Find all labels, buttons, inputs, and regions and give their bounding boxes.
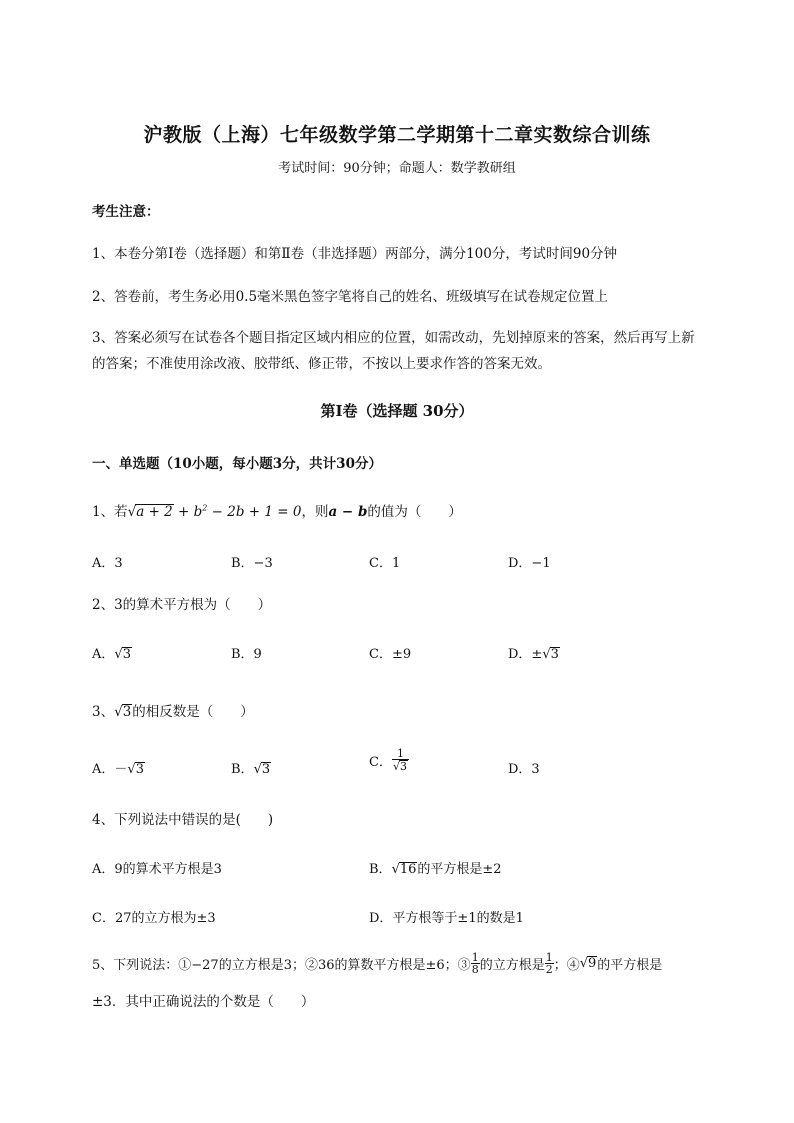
q1-rest: + b xyxy=(173,504,203,520)
q1-option-a[interactable]: A．3 xyxy=(92,556,123,571)
q3-option-c[interactable]: C． $\frac{1}{√3}$ xyxy=(369,747,407,773)
q1-exponent: 2 xyxy=(202,503,208,513)
q4-option-d[interactable]: D．平方根等于±1的数是1 xyxy=(369,911,524,926)
q3-option-b[interactable]: B．√3 xyxy=(231,762,271,777)
q5-fraction-one-eighth: $\frac{1}{8}$ xyxy=(471,951,479,976)
part-title: 一、单选题（10小题，每小题3分，共计30分） xyxy=(92,456,382,472)
q4-option-b[interactable]: B．√16的平方根是±2 xyxy=(369,862,502,877)
q1-expression: a − b xyxy=(328,504,368,520)
note-item-3: 3、答案必须写在试卷各个题目指定区域内相应的位置，如需改动，先划掉原来的答案，然后再写上新 xyxy=(92,330,695,346)
q3-option-c-fraction: $\frac{1}{√3}$ xyxy=(392,747,407,773)
q1-mid: ，则 xyxy=(301,504,329,520)
question-5-stem-line-2: ±3．其中正确说法的个数是（ ） xyxy=(92,994,315,1010)
q3-option-a[interactable]: A．－√3 xyxy=(92,762,144,777)
q2-option-d[interactable]: D．±√3 xyxy=(508,647,559,662)
note-item-3-continued: 的答案；不准使用涂改液、胶带纸、修正带，不按以上要求作答的答案无效。 xyxy=(92,356,551,372)
section-title: 第Ⅰ卷（选择题 30分） xyxy=(320,402,474,420)
document-title: 沪教版（上海）七年级数学第二学期第十二章实数综合训练 xyxy=(143,124,651,146)
question-2-stem: 2、3的算术平方根为（ ） xyxy=(92,597,272,613)
question-4-stem: 4、下列说法中错误的是( ) xyxy=(92,812,274,828)
question-3-stem: 3、√3的相反数是（ ） xyxy=(92,704,254,720)
q5-fraction-one-half: $\frac{1}{2}$ xyxy=(545,951,553,976)
note-item-2: 2、答卷前，考生务必用0.5毫米黑色签字笔将自己的姓名、班级填写在试卷规定位置上 xyxy=(92,289,609,305)
question-1-stem: 1、若$√a + 2 + b^2 - 2b + 1 = 0$，则a − b的值为（ ） xyxy=(92,503,462,520)
q1-radicand: a + 2 xyxy=(136,504,173,520)
q2-option-c[interactable]: C．±9 xyxy=(369,647,412,662)
q1-option-c[interactable]: C．1 xyxy=(369,556,401,571)
notes-heading: 考生注意： xyxy=(92,204,160,220)
q2-option-a[interactable]: A．√3 xyxy=(92,647,131,662)
q1-rest2: − 2b + 1 = 0 xyxy=(207,504,302,520)
q1-option-b[interactable]: B．−3 xyxy=(231,556,273,571)
q1-option-d[interactable]: D．−1 xyxy=(508,556,551,571)
document-subtitle: 考试时间：90分钟；命题人：数学教研组 xyxy=(278,161,516,176)
question-5-stem: 5、下列说法：①−27的立方根是3；②36的算数平方根是±6；③ $\frac{1}{8}$ 的立方根是 $\frac{1}{2}$ ；④√9的平方根是 xyxy=(92,951,663,976)
q1-suffix: 的值为（ ） xyxy=(367,504,462,520)
q2-option-b[interactable]: B．9 xyxy=(231,647,262,662)
q4-option-c[interactable]: C．27的立方根为±3 xyxy=(92,911,216,926)
note-item-1: 1、本卷分第Ⅰ卷（选择题）和第Ⅱ卷（非选择题）两部分，满分100分，考试时间90分钟 xyxy=(92,246,618,262)
q4-option-a[interactable]: A．9的算术平方根是3 xyxy=(92,862,222,877)
q1-prefix: 1、若 xyxy=(92,504,128,520)
q3-option-d[interactable]: D．3 xyxy=(508,762,540,777)
